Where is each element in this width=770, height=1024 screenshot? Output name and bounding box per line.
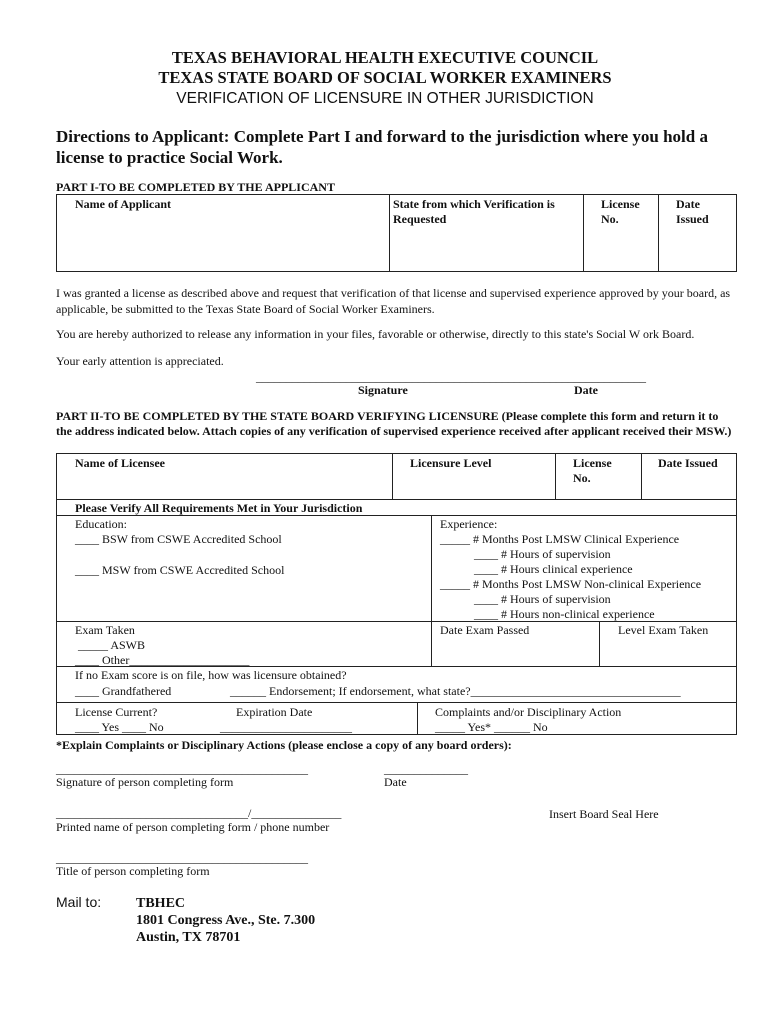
part2-heading: PART II-TO BE COMPLETED BY THE STATE BOARD VERIFYING LICENSURE (Please complete this form and return it to the address indicated below. Attach copies of any verification of supervised experience received after applicant received their MSW.) [56, 409, 732, 438]
part1-heading: PART I-TO BE COMPLETED BY THE APPLICANT [56, 180, 335, 194]
col-license-line1: License [601, 197, 640, 211]
col-name-of-licensee: Name of Licensee [75, 456, 165, 470]
verify-heading: Please Verify All Requirements Met in Your Jurisdiction [75, 501, 363, 515]
completer-date-line: ______________ [384, 762, 468, 776]
msw-item: ____ MSW from CSWE Accredited School [75, 563, 285, 577]
expiration-date-line: ______________________ [220, 720, 352, 734]
mail-to-label: Mail to: [56, 894, 102, 910]
date-label: Date [574, 383, 598, 397]
signature-label: Signature [358, 383, 408, 397]
no-exam-question: If no Exam score is on file, how was licensure obtained? [75, 668, 347, 682]
printed-name-line: ________________________________/_______________ [56, 806, 342, 820]
grandfathered-item: ____ Grandfathered [75, 684, 172, 698]
title-label: Title of person completing form [56, 864, 210, 878]
mail-address-line3: Austin, TX 78701 [136, 930, 241, 945]
exam-taken-label: Exam Taken [75, 623, 135, 637]
license-current-label: License Current? [75, 705, 158, 719]
experience-label: Experience: [440, 517, 498, 531]
col-date-issued: Date Issued [658, 456, 718, 470]
col-licensure-level: Licensure Level [410, 456, 492, 470]
col-date-line1: Date [676, 197, 700, 211]
col-license-no-line1: License [573, 456, 612, 470]
title-form: VERIFICATION OF LICENSURE IN OTHER JURISDICTION [176, 90, 594, 107]
col-state-line1: State from which Verification is [393, 197, 555, 211]
exp-nonclinical-hours: ____ # Hours non-clinical experience [474, 607, 655, 621]
bsw-item: ____ BSW from CSWE Accredited School [75, 532, 282, 546]
printed-name-label: Printed name of person completing form / phone number [56, 820, 330, 834]
complaints-label: Complaints and/or Disciplinary Action [435, 705, 622, 719]
level-exam-taken-label: Level Exam Taken [618, 623, 709, 637]
col-state-line2: Requested [393, 212, 447, 226]
col-name-of-applicant: Name of Applicant [75, 197, 171, 211]
col-license-no-line2: No. [573, 471, 591, 485]
title-council: TEXAS BEHAVIORAL HEALTH EXECUTIVE COUNCIL [171, 48, 599, 67]
education-label: Education: [75, 517, 127, 531]
col-date-line2: Issued [676, 212, 709, 226]
col-license-line2: No. [601, 212, 619, 226]
title-line: __________________________________________ [56, 851, 308, 865]
endorsement-item: ______ Endorsement; If endorsement, what state?___________________________________ [230, 684, 681, 698]
completer-signature-label: Signature of person completing form [56, 775, 234, 789]
directions: Directions to Applicant: Complete Part I and forward to the jurisdiction where you hold a license to practice Social Work. [56, 127, 708, 167]
other-exam-item: ____ Other____________________ [75, 653, 250, 667]
exp-clinical-hours: ____ # Hours clinical experience [474, 562, 633, 576]
aswb-item: _____ ASWB [78, 638, 146, 652]
exp-nonclinical-supervision: ____ # Hours of supervision [474, 592, 611, 606]
part1-paragraph-attention: Your early attention is appreciated. [56, 354, 224, 368]
part1-paragraph-authorize: You are hereby authorized to release any information in your files, favorable or otherwise, directly to this state's Social W ork Board. [56, 327, 695, 341]
title-board: TEXAS STATE BOARD OF SOCIAL WORKER EXAMINERS [158, 68, 612, 87]
completer-signature-line: __________________________________________ [56, 762, 308, 776]
expiration-date-label: Expiration Date [236, 705, 313, 719]
license-current-yes-no: ____ Yes ____ No [75, 720, 164, 734]
exp-supervision-hours: ____ # Hours of supervision [474, 547, 611, 561]
explain-complaints: *Explain Complaints or Disciplinary Actions (please enclose a copy of any board orders): [56, 738, 512, 752]
part1-paragraph-grant: I was granted a license as described above and request that verification of that license and supervised experience approved by your board, as applicable, be submitted to the Texas State Board of Social Worker Examiners. [56, 286, 731, 316]
complaints-yes-no: _____ Yes* ______ No [435, 720, 548, 734]
mail-address-line1: TBHEC [136, 896, 186, 911]
mail-address-line2: 1801 Congress Ave., Ste. 7.300 [136, 913, 316, 928]
completer-date-label: Date [384, 775, 407, 789]
signature-line: _________________________________________________________________ [256, 370, 646, 384]
exp-nonclinical-months: _____ # Months Post LMSW Non-clinical Experience [440, 577, 702, 591]
board-seal-placeholder: Insert Board Seal Here [549, 807, 659, 821]
exp-clinical-months: _____ # Months Post LMSW Clinical Experience [440, 532, 680, 546]
date-exam-passed-label: Date Exam Passed [440, 623, 530, 637]
